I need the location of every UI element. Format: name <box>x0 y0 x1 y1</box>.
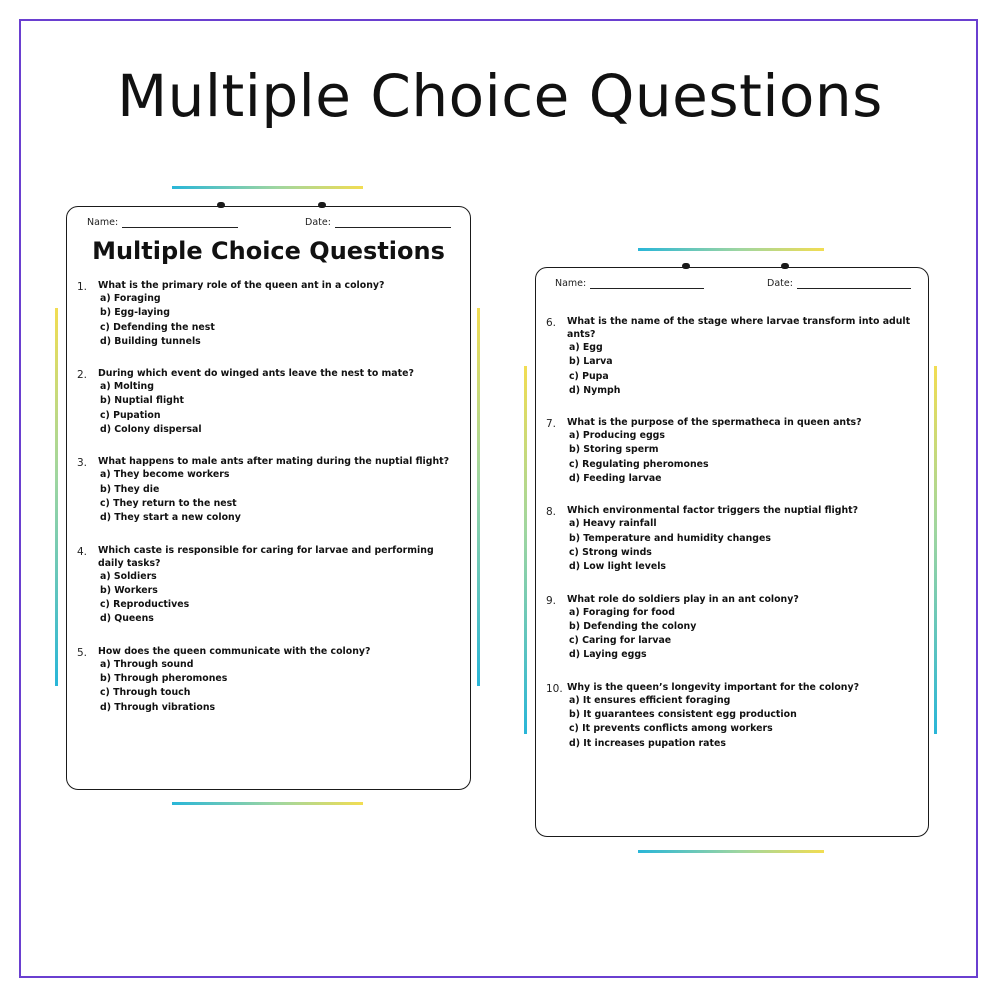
answer-option: d) Building tunnels <box>100 335 201 347</box>
question-item <box>77 455 456 525</box>
worksheet-title: Multiple Choice Questions <box>92 237 445 265</box>
question-number: 4. <box>77 545 88 558</box>
answer-option: a) It ensures efficient foraging <box>569 694 731 706</box>
question-list <box>77 279 456 733</box>
question-text: What is the purpose of the spermatheca in queen ants? <box>567 417 862 429</box>
page-title: Multiple Choice Questions <box>117 62 883 130</box>
name-line <box>122 217 238 228</box>
question-text: Why is the queen’s longevity important for the colony? <box>567 681 860 693</box>
question-item <box>77 645 456 715</box>
answer-option: d) Feeding larvae <box>569 473 662 485</box>
answer-option: a) Foraging <box>100 293 161 304</box>
question-item <box>546 681 914 751</box>
question-list <box>546 315 914 769</box>
binder-ring <box>781 263 789 269</box>
answer-option: a) Heavy rainfall <box>569 518 657 530</box>
question-text: Which environmental factor triggers the nuptial flight? <box>567 505 859 517</box>
name-label: Name: <box>555 278 587 289</box>
answer-option: c) Pupa <box>569 370 609 382</box>
deco-line-left-1 <box>55 308 58 686</box>
answer-option: a) Producing eggs <box>569 430 665 442</box>
question-item <box>77 544 456 627</box>
name-label: Name: <box>87 217 119 228</box>
answer-option: c) Through touch <box>100 687 191 699</box>
answer-option: c) Pupation <box>100 409 161 421</box>
question-number: 5. <box>77 646 88 659</box>
question-text: How does the queen communicate with the colony? <box>98 645 371 657</box>
answer-option: c) They return to the nest <box>100 497 237 509</box>
answer-option: d) Laying eggs <box>569 649 647 661</box>
deco-line-top-2 <box>638 248 824 251</box>
date-line <box>335 217 451 228</box>
answer-option: d) They start a new colony <box>100 512 241 524</box>
answer-option: b) Storing sperm <box>569 444 659 456</box>
answer-option: c) Regulating pheromones <box>569 458 709 470</box>
question-text: What is the name of the stage where larvae transform into adult ants? <box>567 316 911 340</box>
answer-option: a) Soldiers <box>100 570 157 582</box>
answer-option: a) Through sound <box>100 658 194 670</box>
answer-option: a) Foraging for food <box>569 606 675 618</box>
answer-option: d) Queens <box>100 613 154 625</box>
question-number: 2. <box>77 369 88 382</box>
question-number: 8. <box>546 506 557 519</box>
name-line <box>590 278 704 289</box>
answer-option: b) Egg-laying <box>100 307 170 319</box>
answer-option: a) They become workers <box>100 469 230 481</box>
question-number: 9. <box>546 594 557 607</box>
answer-option: b) Larva <box>569 356 613 368</box>
answer-option: d) Low light levels <box>569 561 666 573</box>
answer-option: c) Reproductives <box>100 599 190 611</box>
worksheet-page-2 <box>535 267 929 837</box>
worksheet-page-1 <box>66 206 471 790</box>
question-text: During which event do winged ants leave the nest to mate? <box>98 368 414 380</box>
question-number: 1. <box>77 281 88 293</box>
answer-option: d) Nymph <box>569 384 621 396</box>
question-text: What is the primary role of the queen ant in a colony? <box>98 280 385 291</box>
deco-line-bottom-2 <box>638 850 824 853</box>
deco-line-right-2 <box>934 366 937 734</box>
deco-line-left-2 <box>524 366 527 734</box>
answer-option: c) Strong winds <box>569 546 652 558</box>
deco-line-top-1 <box>172 186 363 189</box>
question-number: 3. <box>77 457 88 470</box>
question-item <box>546 504 914 574</box>
answer-option: c) Caring for larvae <box>569 635 672 647</box>
answer-option: d) It increases pupation rates <box>569 737 726 749</box>
question-item <box>546 315 914 398</box>
binder-ring <box>682 263 690 269</box>
name-field <box>555 278 704 289</box>
answer-option: b) Temperature and humidity changes <box>569 532 771 544</box>
question-text: Which caste is responsible for caring for larvae and performing daily tasks? <box>98 544 434 569</box>
answer-option: b) Nuptial flight <box>100 395 185 407</box>
binder-ring <box>217 202 225 208</box>
date-line <box>797 278 911 289</box>
question-text: What role do soldiers play in an ant colony? <box>567 593 799 605</box>
question-number: 6. <box>546 317 557 329</box>
date-field <box>305 217 451 228</box>
question-item <box>546 416 914 486</box>
answer-option: d) Through vibrations <box>100 701 216 713</box>
answer-option: b) Workers <box>100 584 158 596</box>
question-item <box>77 367 456 437</box>
answer-option: b) Through pheromones <box>100 673 228 685</box>
answer-option: b) It guarantees consistent egg production <box>569 709 797 721</box>
question-number: 10. <box>546 682 563 695</box>
answer-option: d) Colony dispersal <box>100 424 202 436</box>
question-item <box>77 279 456 349</box>
date-field <box>767 278 911 289</box>
question-item <box>546 593 914 663</box>
answer-option: b) They die <box>100 483 160 495</box>
answer-option: a) Molting <box>100 381 154 393</box>
date-label: Date: <box>305 217 331 228</box>
name-field <box>87 217 238 228</box>
answer-option: b) Defending the colony <box>569 620 697 632</box>
question-number: 7. <box>546 418 557 431</box>
date-label: Date: <box>767 278 793 289</box>
answer-option: c) Defending the nest <box>100 321 215 333</box>
deco-line-right-1 <box>477 308 480 686</box>
question-text: What happens to male ants after mating during the nuptial flight? <box>98 456 450 468</box>
answer-option: c) It prevents conflicts among workers <box>569 723 773 735</box>
deco-line-bottom-1 <box>172 802 363 805</box>
answer-option: a) Egg <box>569 342 603 353</box>
binder-ring <box>318 202 326 208</box>
